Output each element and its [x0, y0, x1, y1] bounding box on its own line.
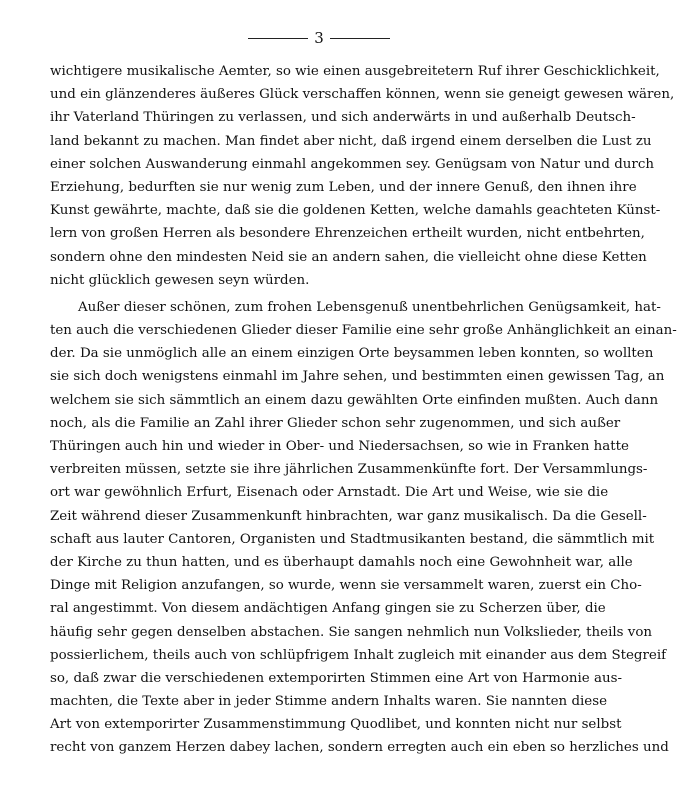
body-text — [50, 60, 677, 760]
text-line: der Kirche zu thun hatten, und es überhaupt damahls noch eine Gewohnheit war, alle — [50, 554, 633, 570]
text-line: schaft aus lauter Cantoren, Organisten und Stadtmusikanten bestand, die sämmtlich mit — [50, 531, 655, 547]
text-line: ihr Vaterland Thüringen zu verlassen, und sich anderwärts in und außerhalb Deutsch- — [50, 110, 636, 126]
text-line: Art von extemporirter Zusammenstimmung Quodlibet, und konnten nicht nur selbst — [50, 717, 622, 733]
text-line: Kunst gewährte, machte, daß sie die goldenen Ketten, welche damahls geachteten Künst- — [50, 203, 661, 219]
paragraph-1 — [50, 60, 675, 292]
text-line: Dinge mit Religion anzufangen, so wurde, wenn sie versammelt waren, zuerst ein Cho- — [50, 578, 642, 594]
header-rule-left — [248, 38, 308, 39]
page-number: 3 — [314, 29, 324, 47]
text-line: sie sich doch wenigstens einmahl im Jahre sehen, und bestimmten einen gewissen Tag, an — [50, 369, 665, 385]
text-line: Thüringen auch hin und wieder in Ober- und Niedersachsen, so wie in Franken hatte — [50, 439, 629, 454]
text-line: lern von großen Herren als besondere Ehrenzeichen ertheilt wurden, nicht entbehrten, — [50, 226, 645, 242]
text-line: einer solchen Auswanderung einmahl angekommen sey. Genügsam von Natur und durch — [50, 156, 654, 172]
text-line: der. Da sie unmöglich alle an einem einzigen Orte beysammen leben konnten, so wollten — [50, 346, 654, 362]
text-line: Erziehung, bedurften sie nur wenig zum Leben, und der innere Genuß, den ihnen ihre — [50, 179, 637, 195]
page-header — [0, 28, 633, 48]
text-line: sondern ohne den mindesten Neid sie an andern sahen, die vielleicht ohne diese Ketten — [50, 249, 647, 265]
text-line: ten auch die verschiedenen Glieder dieser Familie eine sehr große Anhänglichkeit an einan- — [50, 323, 677, 339]
paragraph-2 — [50, 296, 677, 760]
text-line: Zeit während dieser Zusammenkunft hinbrachten, war ganz musikalisch. Da die Gesell- — [50, 508, 647, 524]
text-line: häufig sehr gegen denselben abstachen. Sie sangen nehmlich nun Volkslieder, theils von — [50, 624, 653, 640]
text-line: ort war gewöhnlich Erfurt, Eisenach oder Arnstadt. Die Art und Weise, wie sie die — [50, 485, 609, 501]
header-rule-right — [330, 38, 390, 39]
text-line: land bekannt zu machen. Man findet aber nicht, daß irgend einem derselben die Lust zu — [50, 133, 652, 149]
text-line: und ein glänzenderes äußeres Glück verschaffen können, wenn sie geneigt gewesen wären, — [50, 87, 675, 103]
text-line: so, daß zwar die verschiedenen extemporirten Stimmen eine Art von Harmonie aus- — [50, 670, 622, 686]
text-line: possierlichem, theils auch von schlüpfrigem Inhalt zugleich mit einander aus dem Stegreif — [50, 647, 667, 663]
text-line: noch, als die Familie an Zahl ihrer Glieder schon sehr zugenommen, und sich außer — [50, 415, 621, 431]
text-line: welchem sie sich sämmtlich an einem dazu gewählten Orte einfinden mußten. Auch dann — [50, 392, 659, 408]
text-line: verbreiten müssen, setzte sie ihre jährlichen Zusammenkünfte fort. Der Versammlungs- — [50, 462, 648, 478]
text-line: recht von ganzem Herzen dabey lachen, sondern erregten auch ein eben so herzliches und — [50, 740, 669, 756]
text-line: machten, die Texte aber in jeder Stimme andern Inhalts waren. Sie nannten diese — [50, 694, 608, 710]
text-line: wichtigere musikalische Aemter, so wie einen ausgebreitetern Ruf ihrer Geschicklichkeit, — [50, 64, 660, 79]
text-line: Außer dieser schönen, zum frohen Lebensgenuß unentbehrlichen Genügsamkeit, hat- — [78, 299, 661, 315]
text-line: ral angestimmt. Von diesem andächtigen Anfang gingen sie zu Scherzen über, die — [50, 601, 606, 617]
text-line: nicht glücklich gewesen seyn würden. — [50, 272, 310, 288]
